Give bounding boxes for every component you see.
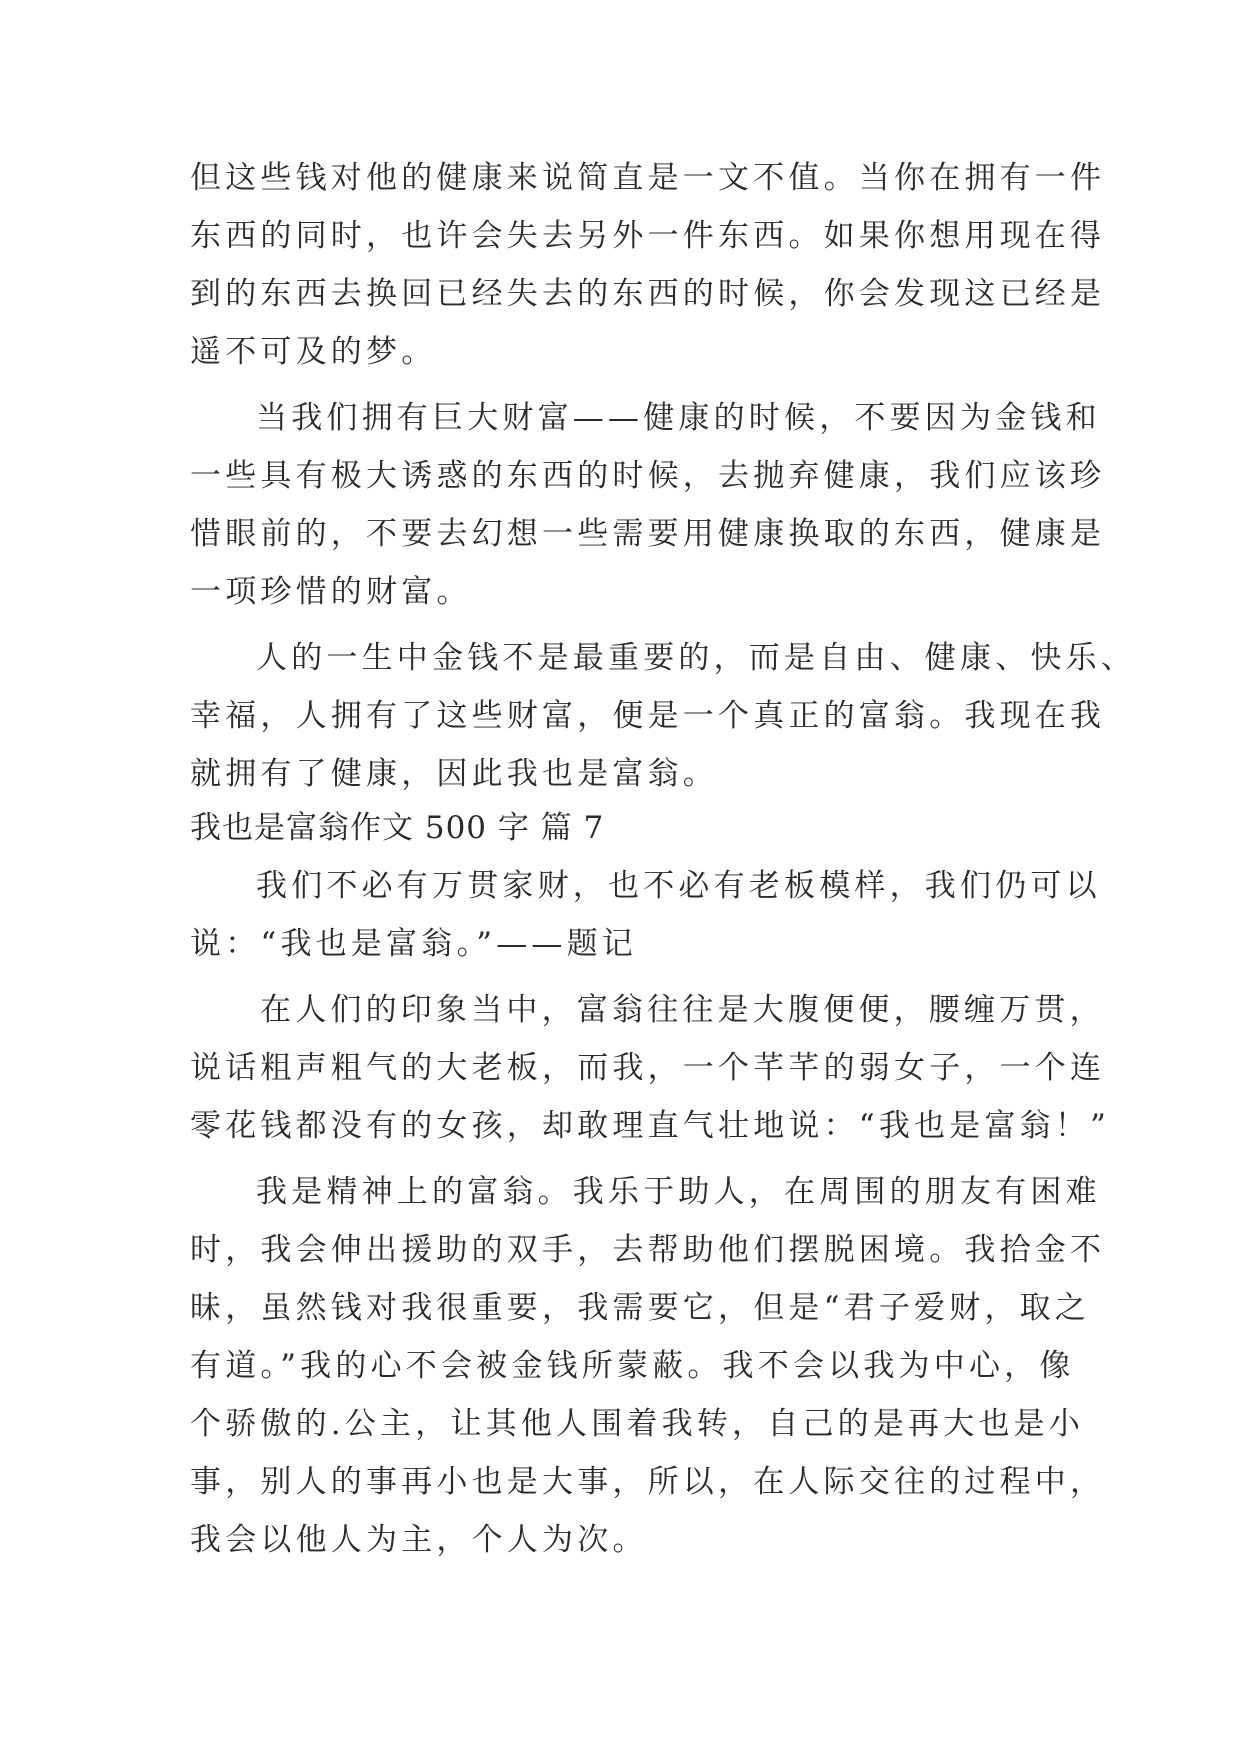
text-line: 我会以他人为主，个人为次。	[190, 1522, 648, 1558]
paragraph-first-line: 我们不必有万贯家财，也不必有老板模样，我们仍可以	[256, 868, 1101, 904]
section-heading: 我也是富翁作文 500 字 篇 7	[190, 810, 605, 846]
paragraph-first-line: 当我们拥有巨大财富——健康的时候，不要因为金钱和	[256, 400, 1101, 436]
text-line: 昧，虽然钱对我很重要，我需要它，但是“君子爱财，取之	[190, 1290, 1091, 1326]
text-line: 说话粗声粗气的大老板，而我，一个芊芊的弱女子，一个连	[190, 1050, 1106, 1086]
text-line: 时，我会伸出援助的双手，去帮助他们摆脱困境。我拾金不	[190, 1232, 1106, 1268]
text-line: 零花钱都没有的女孩，却敢理直气壮地说：“我也是富翁！”	[190, 1108, 1111, 1144]
text-line: 就拥有了健康，因此我也是富翁。	[190, 756, 718, 792]
text-line: 一些具有极大诱惑的东西的时候，去抛弃健康，我们应该珍	[190, 458, 1106, 494]
paragraph-first-line: 人的一生中金钱不是最重要的，而是自由、健康、快乐、	[256, 640, 1136, 676]
text-line: 说：“我也是富翁。”——题记	[190, 926, 637, 962]
text-line: 事，别人的事再小也是大事，所以，在人际交往的过程中，	[190, 1464, 1106, 1500]
text-line: 幸福，人拥有了这些财富，便是一个真正的富翁。我现在我	[190, 698, 1106, 734]
text-line: 到的东西去换回已经失去的东西的时候，你会发现这已经是	[190, 276, 1106, 312]
paragraph-first-line: 我是精神上的富翁。我乐于助人，在周围的朋友有困难	[256, 1174, 1101, 1210]
text-line: 惜眼前的，不要去幻想一些需要用健康换取的东西，健康是	[190, 516, 1106, 552]
text-line: 有道。”我的心不会被金钱所蒙蔽。我不会以我为中心，像	[190, 1348, 1075, 1384]
paragraph-first-line: 在人们的印象当中，富翁往往是大腹便便，腰缠万贯，	[260, 992, 1105, 1028]
text-line: 但这些钱对他的健康来说简直是一文不值。当你在拥有一件	[190, 160, 1106, 196]
text-line: 个骄傲的.公主，让其他人围着我转，自己的是再大也是小	[190, 1406, 1085, 1442]
text-line: 遥不可及的梦。	[190, 334, 437, 370]
text-line: 一项珍惜的财富。	[190, 574, 472, 610]
text-line: 东西的同时，也许会失去另外一件东西。如果你想用现在得	[190, 218, 1106, 254]
